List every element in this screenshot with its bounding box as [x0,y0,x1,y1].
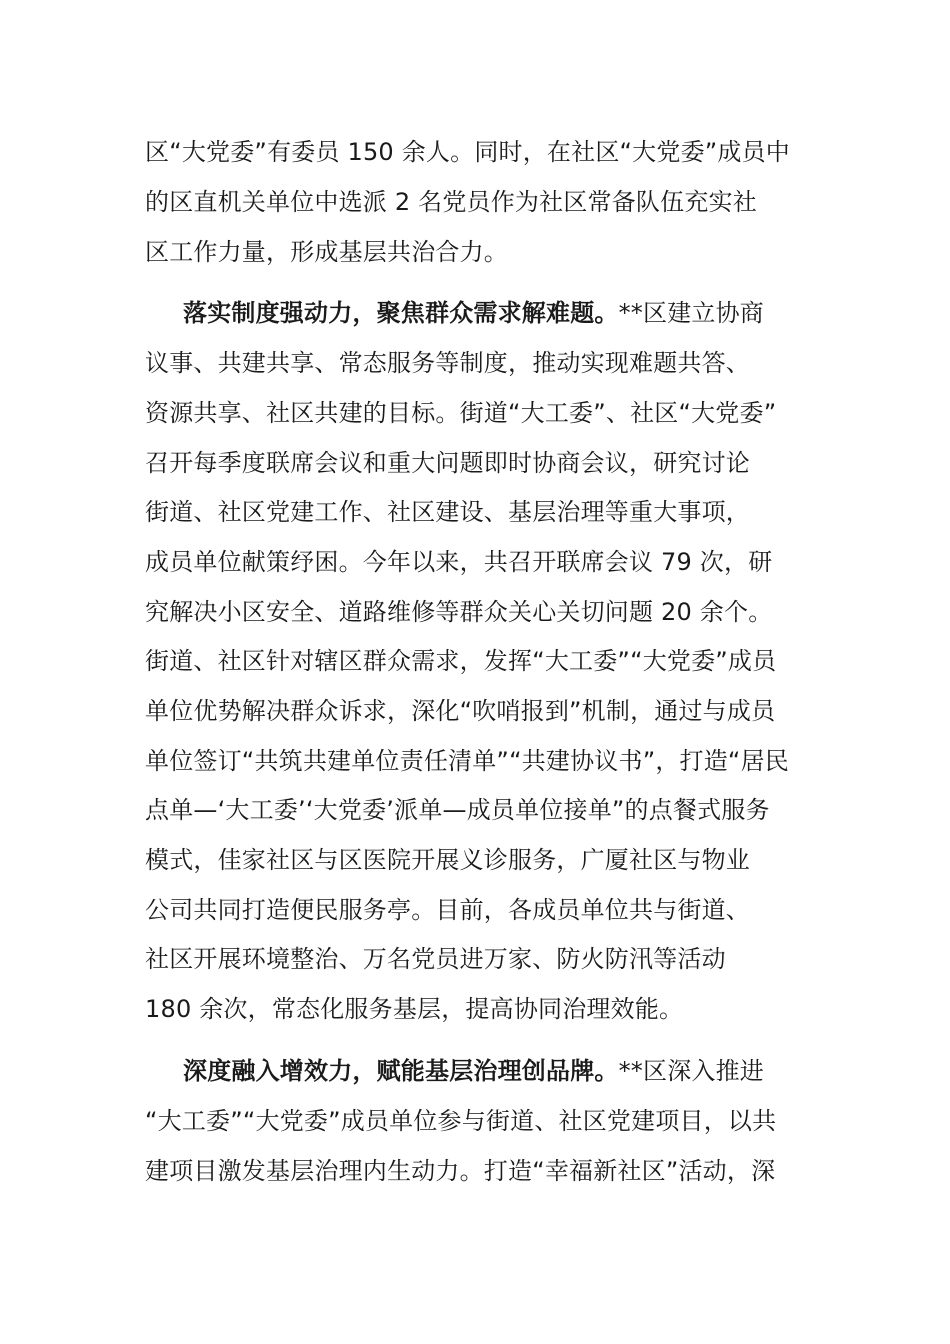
paragraph-2-line-10: 单位签订“共筑共建单位责任清单”“共建协议书”，打造“居民 [145,747,789,775]
paragraph-3-line-2: “大工委”“大党委”成员单位参与街道、社区党建项目，以共 [145,1107,777,1135]
paragraph-2-line-12: 模式，佳家社区与区医院开展义诊服务，广厦社区与物业 [145,846,750,874]
paragraph-2-line-7: 究解决小区安全、道路维修等群众关心关切问题 20 余个。 [145,598,773,626]
paragraph-2-line-5: 街道、社区党建工作、社区建设、基层治理等重大事项， [145,498,750,526]
paragraph-3-line-3: 建项目激发基层治理内生动力。打造“幸福新社区”活动，深 [145,1157,776,1185]
paragraph-2-line-11: 点单—‘大工委’‘大党委’派单—成员单位接单”的点餐式服务 [145,796,770,824]
paragraph-1-line-2: 的区直机关单位中选派 2 名党员作为社区常备队伍充实社 [145,188,757,216]
paragraph-3-heading: 深度融入增效力，赋能基层治理创品牌。 [183,1057,619,1085]
paragraph-2-line-3: 资源共享、社区共建的目标。街道“大工委”、社区“大党委” [145,399,777,427]
paragraph-2-line-13: 公司共同打造便民服务亭。目前，各成员单位共与街道、 [145,896,750,924]
paragraph-2-line-2: 议事、共建共享、常态服务等制度，推动实现难题共答、 [145,349,750,377]
paragraph-2-line-8: 街道、社区针对辖区群众需求，发挥“大工委”“大党委”成员 [145,647,777,675]
paragraph-2-line-6: 成员单位献策纾困。今年以来，共召开联席会议 79 次，研 [145,548,773,576]
paragraph-2-line-14: 社区开展环境整治、万名党员进万家、防火防汛等活动 [145,945,726,973]
paragraph-2-line-1 [183,295,815,331]
paragraph-3-line-1-text: **区深入推进 [618,1057,765,1085]
paragraph-1-line-1: 区“大党委”有委员 150 余人。同时，在社区“大党委”成员中 [145,138,790,166]
paragraph-2-heading: 落实制度强动力，聚焦群众需求解难题。 [183,299,619,327]
paragraph-3-line-1 [183,1053,815,1089]
paragraph-2-line-4: 召开每季度联席会议和重大问题即时协商会议，研究讨论 [145,449,750,477]
paragraph-2-line-15: 180 余次，常态化服务基层，提高协同治理效能。 [145,995,684,1023]
paragraph-1-line-3: 区工作力量，形成基层共治合力。 [145,238,508,266]
paragraph-2-line-1-text: **区建立协商 [618,299,765,327]
paragraph-2-line-9: 单位优势解决群众诉求，深化“吹哨报到”机制，通过与成员 [145,697,776,725]
